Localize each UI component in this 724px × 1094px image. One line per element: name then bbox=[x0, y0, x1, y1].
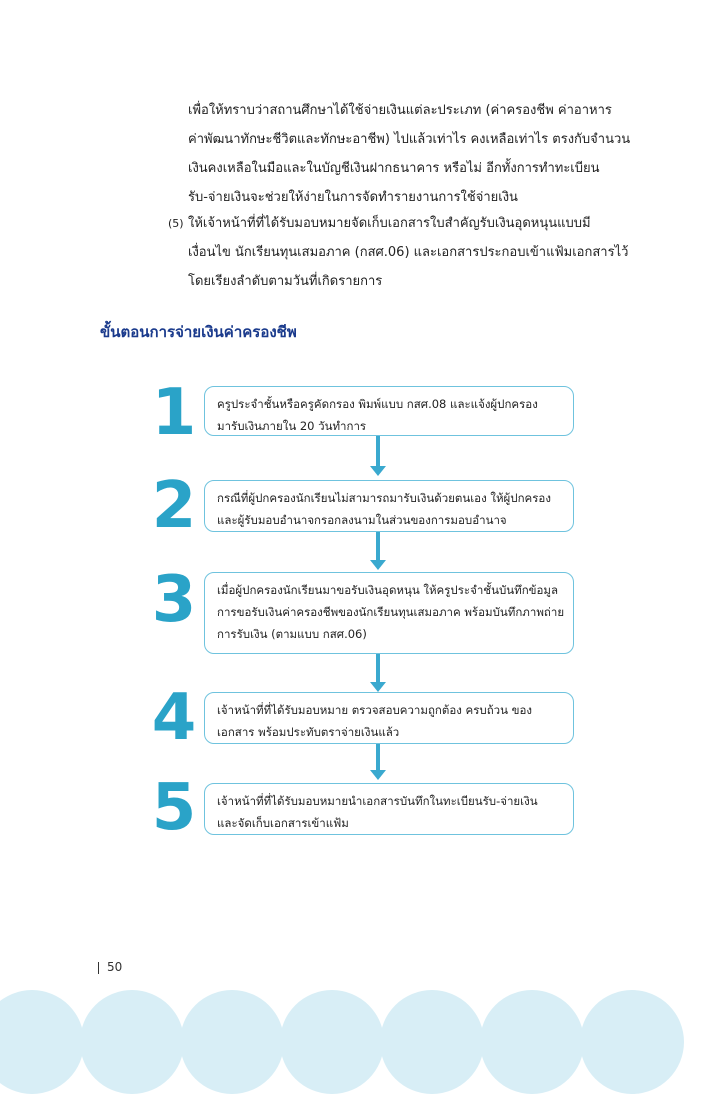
step-2-box bbox=[204, 480, 574, 532]
step-text: กรณีที่ผู้ปกครองนักเรียนไม่สามารถมารับเงินด้วยตนเอง ให้ผู้ปกครอง bbox=[217, 491, 551, 505]
step-3-number: 3 bbox=[151, 563, 197, 637]
step-1-box bbox=[204, 386, 574, 436]
list-item-number: (5) bbox=[168, 217, 184, 230]
step-text: มารับเงินภายใน 20 วันทำการ bbox=[217, 419, 367, 433]
decorative-bubble bbox=[0, 990, 84, 1094]
step-text: เมื่อผู้ปกครองนักเรียนมาขอรับเงินอุดหนุน ให้ครูประจำชั้นบันทึกข้อมูล bbox=[217, 583, 559, 597]
decorative-bubble bbox=[280, 990, 384, 1094]
step-text: การขอรับเงินค่าครองชีพของนักเรียนทุนเสมอภาค พร้อมบันทึกภาพถ่าย bbox=[217, 605, 565, 619]
intro-line: เพื่อให้ทราบว่าสถานศึกษาได้ใช้จ่ายเงินแต่ละประเภท (ค่าครองชีพ ค่าอาหาร bbox=[188, 103, 612, 118]
step-text: และผู้รับมอบอำนาจกรอกลงนามในส่วนของการมอบอำนาจ bbox=[217, 513, 507, 527]
step-text: และจัดเก็บเอกสารเข้าแฟ้ม bbox=[217, 816, 349, 830]
step-5-box bbox=[204, 783, 574, 835]
section-title: ขั้นตอนการจ่ายเงินค่าครองชีพ bbox=[100, 323, 297, 341]
decorative-bubble bbox=[480, 990, 584, 1094]
down-arrow-icon bbox=[370, 744, 386, 782]
step-1-number: 1 bbox=[151, 376, 197, 450]
list-item-line: ให้เจ้าหน้าที่ที่ได้รับมอบหมายจัดเก็บเอกสารใบสำคัญรับเงินอุดหนุนแบบมี bbox=[188, 216, 591, 231]
step-text: เอกสาร พร้อมประทับตราจ่ายเงินแล้ว bbox=[217, 725, 400, 739]
step-text: การรับเงิน (ตามแบบ กสศ.06) bbox=[217, 627, 367, 641]
down-arrow-icon bbox=[370, 654, 386, 694]
intro-line: รับ-จ่ายเงินจะช่วยให้ง่ายในการจัดทำรายงานการใช้จ่ายเงิน bbox=[188, 190, 518, 205]
intro-paragraph bbox=[188, 96, 640, 212]
step-text: เจ้าหน้าที่ที่ได้รับมอบหมายนำเอกสารบันทึกในทะเบียนรับ-จ่ายเงิน bbox=[217, 794, 538, 808]
list-item-5 bbox=[168, 209, 648, 296]
step-2-number: 2 bbox=[151, 469, 197, 543]
page-number-divider bbox=[98, 962, 99, 974]
step-4-box bbox=[204, 692, 574, 744]
step-4-number: 4 bbox=[151, 681, 197, 755]
decorative-bubble bbox=[180, 990, 284, 1094]
intro-line: เงินคงเหลือในมือและในบัญชีเงินฝากธนาคาร หรือไม่ อีกทั้งการทำทะเบียน bbox=[188, 161, 600, 176]
step-text: ครูประจำชั้นหรือครูคัดกรอง พิมพ์แบบ กสศ.08 และแจ้งผู้ปกครอง bbox=[217, 397, 538, 411]
step-5-number: 5 bbox=[151, 771, 197, 845]
decorative-bubble bbox=[80, 990, 184, 1094]
intro-line: ค่าพัฒนาทักษะชีวิตและทักษะอาชีพ) ไปแล้วเท่าไร คงเหลือเท่าไร ตรงกับจำนวน bbox=[188, 132, 631, 147]
step-text: เจ้าหน้าที่ที่ได้รับมอบหมาย ตรวจสอบความถูกต้อง ครบถ้วน ของ bbox=[217, 703, 533, 717]
decorative-bubble bbox=[580, 990, 684, 1094]
list-item-line: โดยเรียงลำดับตามวันที่เกิดรายการ bbox=[188, 274, 383, 289]
down-arrow-icon bbox=[370, 532, 386, 572]
page-number bbox=[98, 960, 122, 974]
step-3-box bbox=[204, 572, 574, 654]
down-arrow-icon bbox=[370, 436, 386, 478]
page-number-text: 50 bbox=[107, 960, 123, 974]
list-item-line: เงื่อนไข นักเรียนทุนเสมอภาค (กสศ.06) และเอกสารประกอบเข้าแฟ้มเอกสารไว้ bbox=[188, 245, 629, 260]
decorative-bubble bbox=[380, 990, 484, 1094]
